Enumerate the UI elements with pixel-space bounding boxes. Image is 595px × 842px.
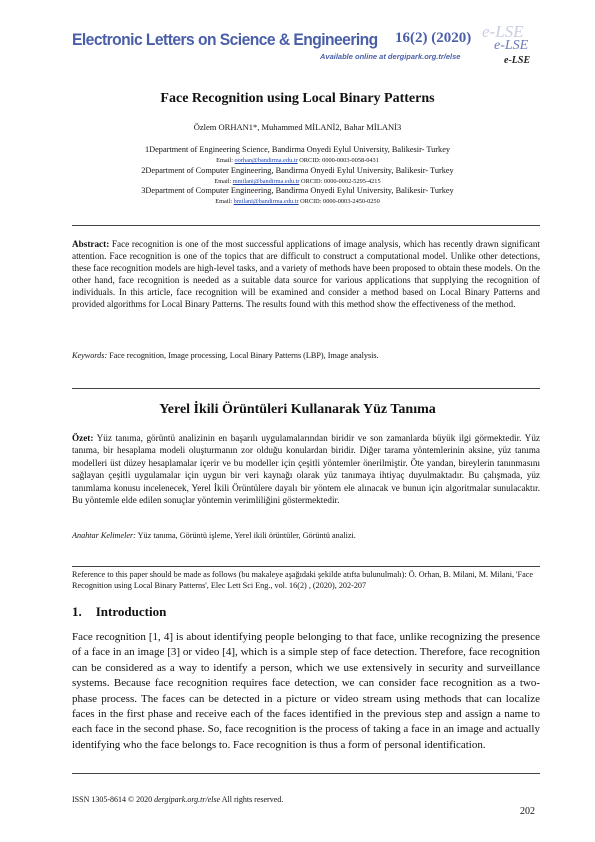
reference-note: Reference to this paper should be made as follows (bu makaleye aşağıdaki şekilde atıfta bulunulmalı): Ö. Orhan, B. Milani, M. Milani, 'Face Recognition using Local Binary Patterns', Elec Lett Sci Eng., vol. 16(2) , (2020), 202-207: [72, 570, 533, 590]
turkish-abstract: [72, 432, 540, 506]
keywords-label: Keywords:: [72, 351, 108, 360]
affiliation-2-contact: Email: mmilani@bandirma.edu.tr ORCID: 0000-0002-5295-4215: [214, 178, 381, 185]
introduction-text: Face recognition [1, 4] is about identifying people belonging to that face, unlike recognizing the presence of a face in an image [3] or video [4], which is a simple step of face detection. Therefore, face recognition can be considered as a way to identify a person, which we use extensively in security and surveillance systems. Because face recognition requires face detection, we can consider face recognition as a two-phase process. The faces can be detected in a picture or video stream using methods that can localize faces in the first phase and receive each of the faces identified in the previous step and assign a name to each face in the second phase. So, face recognition is the process of taking a face in an image and actually identifying who the face belongs to. Face recognition is thus a form of personal identification.: [72, 631, 540, 751]
abstract-label: Abstract:: [72, 239, 110, 249]
turkish-keywords: [72, 531, 540, 540]
footer-line: [72, 795, 283, 804]
abstract: [72, 239, 540, 310]
affiliation-1: 1Department of Engineering Science, Bandirma Onyedi Eylul University, Balikesir- Turkey: [144, 145, 451, 154]
volume-issue: 16(2) (2020): [395, 30, 472, 46]
issn-text: ISSN 1305-8614 © 2020: [72, 795, 155, 804]
anahtar-text: Yüz tanıma, Görüntü işleme, Yerel ikili örüntüler, Görüntü analizi.: [135, 531, 356, 540]
affiliation-3-contact: Email: bmilani@bandirma.edu.tr ORCID: 0000-0003-2450-0250: [215, 198, 380, 205]
section-number: 1.: [72, 604, 82, 619]
affiliation-3: 3Department of Computer Engineering, Bandirma Onyedi Eylul University, Balikesir- Turkey: [141, 186, 454, 195]
divider: [72, 566, 540, 567]
ozet-text: Yüz tanıma, görüntü analizinin en başarılı uygulamalarından biridir ve son zamanlarda büyük ilgi görmektedir. Yüz tanıma, bir hesaplama modeli oluşturmanın zor olduğu konulardan biridir. Diğer tarama yöntemlerinin aksine, yüz tanıma modelleri üst düzey hesaplamalar içerir ve bu modeller için çeşitli yöntemler önerilmiştir. Öte yandan, bireylerin tanınmasını sağlayan çeşitli uygulamalar için uygun bir veri kaynağı olarak yüz tanımaya ihtiyaç duyulmaktadır. Bu çalışmada, yüz tanımlama konusu incelenecek, Yerel İkili Örüntülere dayalı bir yöntem ele alınacak ve bunun için algoritmalar sunulacaktır. Bu yöntemle elde edilen sonuçlar yöntemin verimliliğini göstermektedir.: [72, 433, 540, 506]
keywords-text: Face recognition, Image processing, Local Binary Patterns (LBP), Image analysis.: [107, 351, 379, 360]
site-link[interactable]: dergipark.org.tr/else: [154, 795, 221, 804]
affiliation-2: 2Department of Computer Engineering, Bandirma Onyedi Eylul University, Balikesir- Turkey: [141, 166, 454, 175]
email-link-2[interactable]: mmilani@bandirma.edu.tr: [232, 178, 300, 185]
ozet-label: Özet:: [72, 433, 94, 443]
divider: [72, 225, 540, 226]
journal-name: Electronic Letters on Science & Engineering: [72, 30, 378, 49]
divider: [72, 388, 540, 389]
rights-text: All rights reserved.: [220, 795, 284, 804]
abstract-text: Face recognition is one of the most successful applications of image analysis, which has recently drawn significant attention. Face recognition is one of the topics that are difficult to construct a computational model. Unlike other detections, these face recognition models are high-level tasks, and a variety of methods have been proposed to obtain these models. On the other hand, face recognition is needed as a suitable data source for various applications that supplying the recognition of individuals. In this article, face recognition will be examined and consider a method based on Local Binary Patterns and provided algorithms for Local Binary Patterns. The results found with this method show the effectiveness of the method.: [72, 239, 540, 309]
turkish-title: Yerel İkili Örüntüleri Kullanarak Yüz Tanıma: [159, 402, 436, 417]
logo-text-front: e-LSE: [504, 55, 531, 66]
paper-title: Face Recognition using Local Binary Patterns: [160, 91, 435, 106]
page-number: 202: [520, 806, 535, 817]
anahtar-label: Anahtar Kelimeler:: [72, 531, 136, 540]
section-title: Introduction: [95, 604, 167, 619]
section-heading: [72, 604, 166, 620]
affiliation-1-contact: Email: oorhan@bandirma.edu.tr ORCID: 0000-0003-0058-0431: [216, 157, 379, 164]
author-list: Özlem ORHAN1*, Muhammed MİLANİ2, Bahar MİLANİ3: [193, 122, 402, 132]
email-link-3[interactable]: bmilani@bandirma.edu.tr: [233, 198, 299, 205]
logo-text-back: e-LSE: [482, 22, 524, 41]
keywords: [72, 351, 540, 360]
availability-line: Available online at dergipark.org.tr/else: [320, 52, 461, 61]
footer-divider: [72, 773, 540, 774]
logo-text-mid: e-LSE: [494, 38, 529, 53]
journal-logo: [480, 22, 550, 70]
email-link-1[interactable]: oorhan@bandirma.edu.tr: [234, 157, 298, 164]
